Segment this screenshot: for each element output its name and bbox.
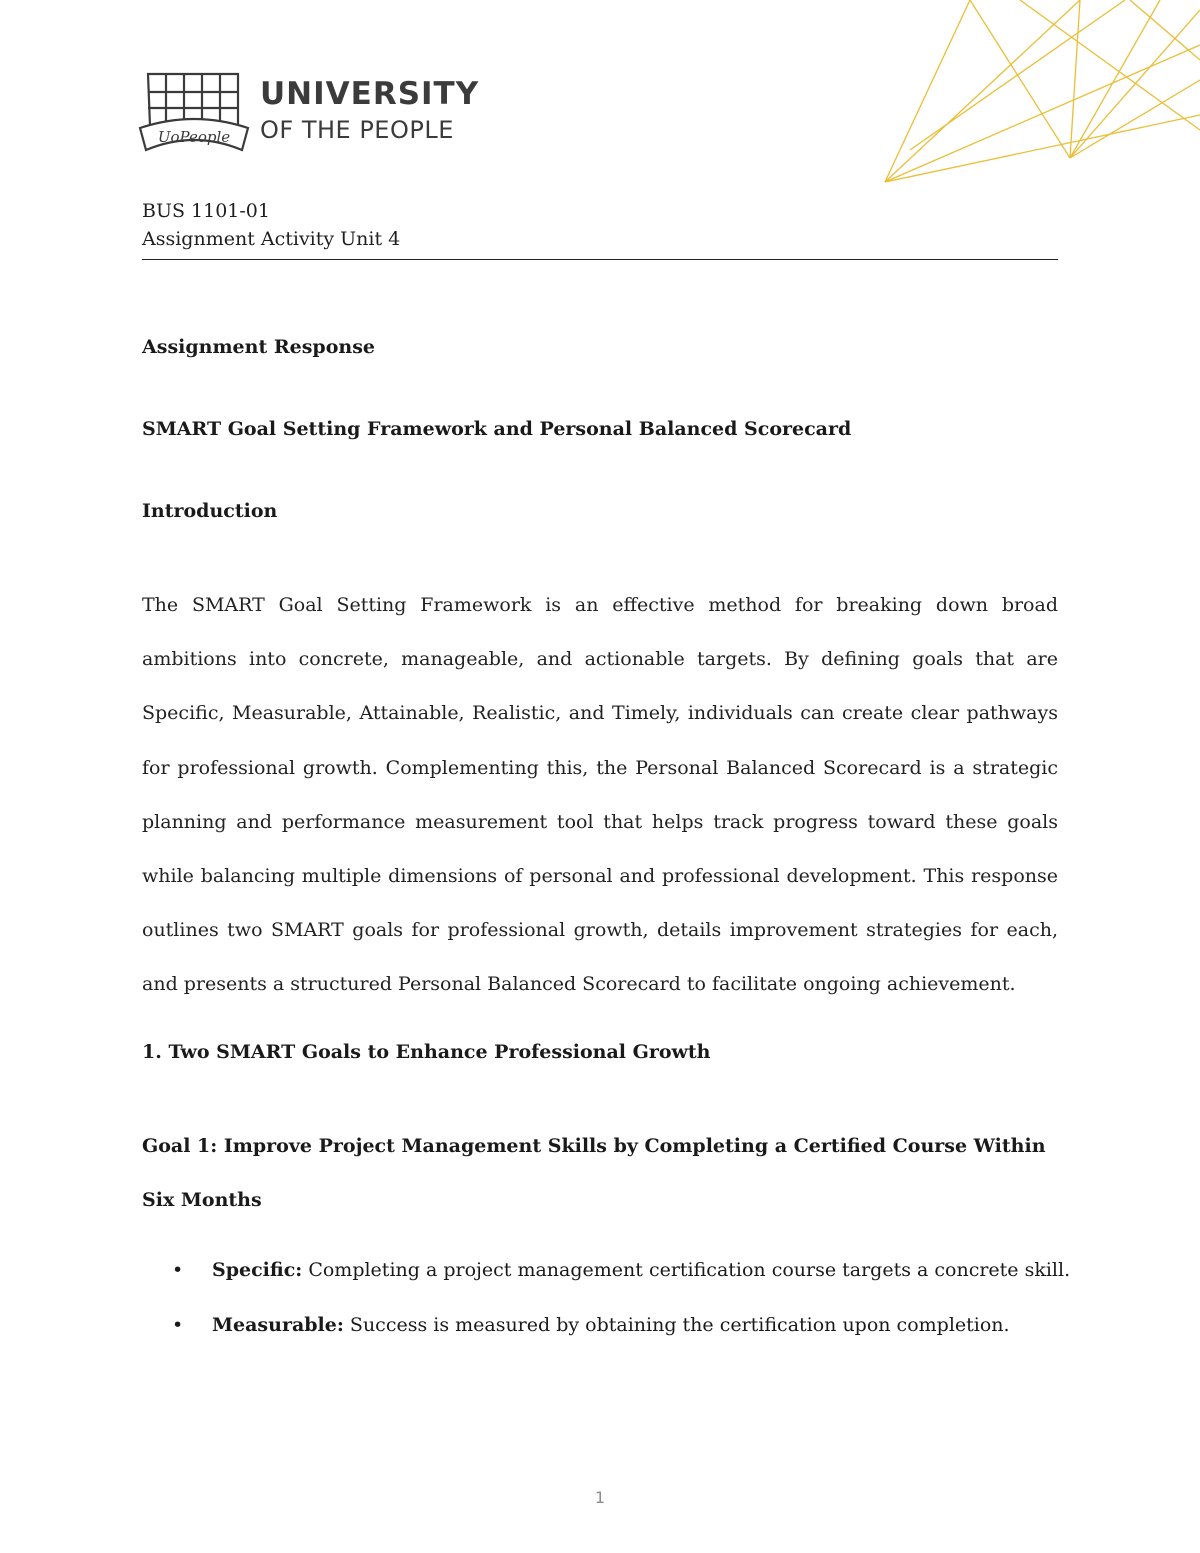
- crest-badge-text: UoPeople: [157, 128, 231, 146]
- section1-heading: 1. Two SMART Goals to Enhance Professional Growth: [142, 1041, 711, 1063]
- uopeople-crest-icon: [138, 66, 250, 160]
- gold-line-decoration: [870, 0, 1200, 190]
- criteria-text: Completing a project management certification course targets a concrete skill.: [308, 1259, 1071, 1281]
- criteria-term: Specific:: [212, 1259, 303, 1281]
- list-item: [142, 1311, 1058, 1366]
- section-label: Assignment Response: [142, 336, 375, 358]
- bullet-icon: •: [172, 1314, 184, 1336]
- course-code: BUS 1101-01: [142, 200, 270, 222]
- goal1-heading: Goal 1: Improve Project Management Skills by Completing a Certified Course Within Six Months: [142, 1135, 1046, 1211]
- smart-criteria-list: [142, 1256, 1071, 1366]
- bullet-icon: •: [172, 1259, 184, 1281]
- criteria-text: Success is measured by obtaining the certification upon completion.: [349, 1314, 1010, 1336]
- list-item: [142, 1256, 1071, 1311]
- logo-wordmark-university: UNIVERSITY: [260, 76, 480, 112]
- document-title: SMART Goal Setting Framework and Personal Balanced Scorecard: [142, 418, 852, 440]
- course-header: [142, 197, 400, 253]
- criteria-term: Measurable:: [212, 1314, 344, 1336]
- intro-heading: Introduction: [142, 500, 278, 522]
- page-number: 1: [594, 1488, 606, 1507]
- header-divider: [142, 259, 1058, 260]
- assignment-name: Assignment Activity Unit 4: [142, 228, 401, 250]
- university-logo: [138, 66, 498, 160]
- intro-paragraph: The SMART Goal Setting Framework is an effective method for breaking down broad ambitions into concrete, manageable, and actionable targets. By defining goals that are Specific, Measurable, Attainable, Realistic, and Timely, individuals can create clear pathways for professional growth. Complementing this, the Personal Balanced Scorecard is a strategic planning and performance measurement tool that helps track progress toward these goals while balancing multiple dimensions of personal and professional development. This response outlines two SMART goals for professional growth, details improvement strategies for each, and presents a structured Personal Balanced Scorecard to facilitate ongoing achievement.: [142, 594, 1058, 996]
- logo-wordmark-of-the-people: OF THE PEOPLE: [260, 116, 454, 144]
